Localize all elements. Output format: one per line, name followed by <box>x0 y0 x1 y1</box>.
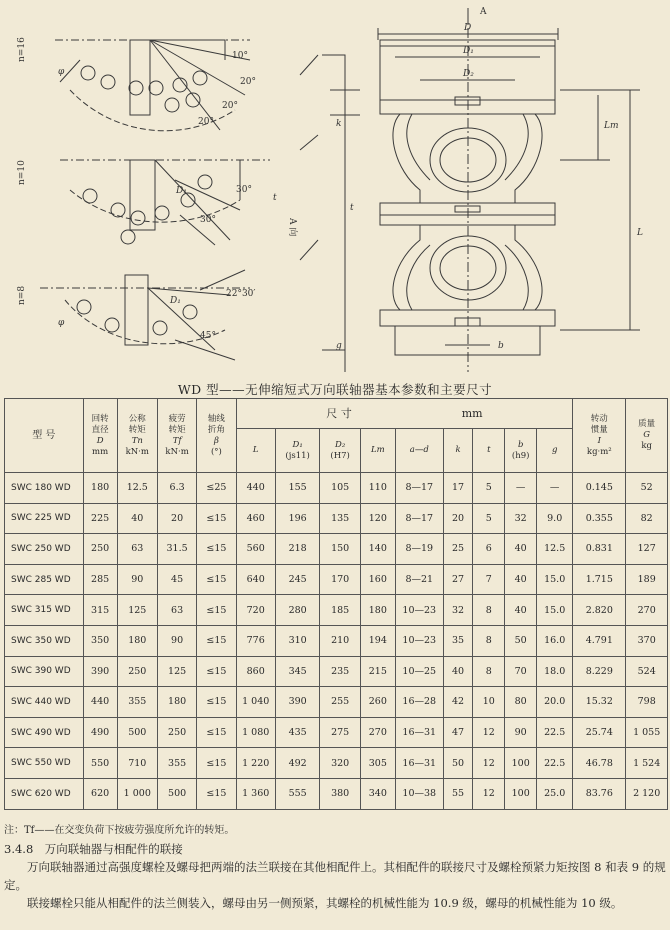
table-cell: 180 <box>117 625 157 656</box>
label-Lm: Lm <box>604 121 619 131</box>
table-cell: 8—17 <box>395 473 443 504</box>
header-k: k <box>443 429 473 473</box>
table-cell: 12 <box>473 778 505 809</box>
table-cell: 20 <box>157 503 196 534</box>
table-cell: 83.76 <box>573 778 626 809</box>
table-cell: 1 360 <box>236 778 275 809</box>
table-cell: 35 <box>443 625 473 656</box>
paragraph-2: 联接螺栓只能从相配件的法兰侧装入，螺母由另一侧预紧，其螺栓的机械性能为 10.9 级，螺母的机械性能为 10 级。 <box>27 896 623 910</box>
table-cell: 345 <box>275 656 320 687</box>
table-cell: 25.0 <box>537 778 573 809</box>
table-cell: 16—31 <box>395 717 443 748</box>
table-cell: 46.78 <box>573 748 626 779</box>
label-angle-45: 45° <box>200 331 216 341</box>
table-cell: 6 <box>473 534 505 565</box>
table-cell: 40 <box>505 595 537 626</box>
table-cell: 5 <box>473 473 505 504</box>
table-cell: 1 080 <box>236 717 275 748</box>
table-cell: ≤25 <box>197 473 236 504</box>
table-cell: 125 <box>117 595 157 626</box>
bolt-pattern-n10 <box>60 160 270 245</box>
bolt-pattern-n16 <box>55 40 250 131</box>
table-cell: 492 <box>275 748 320 779</box>
table-cell: 10—23 <box>395 595 443 626</box>
table-cell: 120 <box>360 503 395 534</box>
table-cell: 260 <box>360 687 395 718</box>
table-cell: 185 <box>320 595 360 626</box>
header-g: g <box>537 429 573 473</box>
label-D1: D₁ <box>463 46 474 56</box>
table-cell: 12.5 <box>537 534 573 565</box>
parameter-table <box>4 398 668 810</box>
table-cell: 52 <box>626 473 668 504</box>
table-cell: 15.0 <box>537 564 573 595</box>
table-cell: 155 <box>275 473 320 504</box>
table-cell: 1.715 <box>573 564 626 595</box>
header-b: b (h9) <box>505 429 537 473</box>
table-row <box>5 595 668 626</box>
table-cell: 135 <box>320 503 360 534</box>
table-cell: 2.820 <box>573 595 626 626</box>
table-cell: 40 <box>443 656 473 687</box>
table-cell-model: SWC 180 WD <box>5 473 84 504</box>
table-cell: 340 <box>360 778 395 809</box>
table-cell: 170 <box>320 564 360 595</box>
table-row <box>5 717 668 748</box>
table-cell: 215 <box>360 656 395 687</box>
table-cell: 180 <box>157 687 196 718</box>
table-cell: ≤15 <box>197 625 236 656</box>
table-cell: 160 <box>360 564 395 595</box>
table-cell: ≤15 <box>197 748 236 779</box>
table-cell: 40 <box>505 534 537 565</box>
table-cell: 555 <box>275 778 320 809</box>
header-D: 回转 直径 D mm <box>83 399 117 473</box>
table-cell: 2 120 <box>626 778 668 809</box>
table-cell-model: SWC 390 WD <box>5 656 84 687</box>
table-title: WD 型——无伸缩短式万向联轴器基本参数和主要尺寸 <box>177 382 493 397</box>
table-cell: 140 <box>360 534 395 565</box>
label-t-right: t <box>350 203 354 213</box>
table-cell: 150 <box>320 534 360 565</box>
table-cell-model: SWC 440 WD <box>5 687 84 718</box>
table-cell: 8—17 <box>395 503 443 534</box>
table-cell: 100 <box>505 748 537 779</box>
label-phi-3: φ <box>58 318 65 328</box>
table-cell: 500 <box>117 717 157 748</box>
table-cell: ≤15 <box>197 687 236 718</box>
table-cell: 500 <box>157 778 196 809</box>
label-g: g <box>336 341 342 351</box>
table-cell: 640 <box>236 564 275 595</box>
table-row <box>5 534 668 565</box>
header-Tn: 公称 转矩 Tn kN·m <box>117 399 157 473</box>
table-cell: 90 <box>157 625 196 656</box>
table-cell-model: SWC 285 WD <box>5 564 84 595</box>
table-cell-model: SWC 490 WD <box>5 717 84 748</box>
label-n8: n=8 <box>17 285 27 305</box>
table-cell: 798 <box>626 687 668 718</box>
table-cell: 8—21 <box>395 564 443 595</box>
table-cell: 355 <box>117 687 157 718</box>
table-cell: 16.0 <box>537 625 573 656</box>
table-cell: 10 <box>473 687 505 718</box>
label-view-A-side: A 向 <box>287 218 297 237</box>
table-cell: 127 <box>626 534 668 565</box>
table-cell: 620 <box>83 778 117 809</box>
table-cell: ≤15 <box>197 656 236 687</box>
table-cell: — <box>505 473 537 504</box>
table-cell: 31.5 <box>157 534 196 565</box>
table-cell: 225 <box>83 503 117 534</box>
table-cell: 390 <box>275 687 320 718</box>
table-cell: 32 <box>505 503 537 534</box>
paragraph-1: 万向联轴器通过高强度螺栓及螺母把两端的法兰联接在其他相配件上。其相配件的联接尺寸及螺栓预紧力矩按图 8 和表 9 的规定。 <box>4 860 666 892</box>
table-cell: 70 <box>505 656 537 687</box>
label-angle-30b: 30° <box>200 215 216 225</box>
label-D2: D₂ <box>463 69 474 79</box>
table-cell: 8 <box>473 625 505 656</box>
table-cell: 305 <box>360 748 395 779</box>
label-angle-30a: 30° <box>236 185 252 195</box>
table-cell: 194 <box>360 625 395 656</box>
table-cell: ≤15 <box>197 564 236 595</box>
table-cell: 270 <box>626 595 668 626</box>
table-cell: 0.831 <box>573 534 626 565</box>
label-view-A-top: A <box>480 7 487 17</box>
table-cell: 20 <box>443 503 473 534</box>
table-row <box>5 656 668 687</box>
table-cell: — <box>537 473 573 504</box>
bolt-pattern-n8 <box>40 270 250 360</box>
table-cell: 110 <box>360 473 395 504</box>
table-cell: 6.3 <box>157 473 196 504</box>
label-angle-20c: 20° <box>198 117 214 127</box>
table-cell: 12 <box>473 748 505 779</box>
table-cell-model: SWC 225 WD <box>5 503 84 534</box>
table-cell: 250 <box>157 717 196 748</box>
label-angle-20b: 20° <box>222 101 238 111</box>
table-cell: 9.0 <box>537 503 573 534</box>
table-cell: 255 <box>320 687 360 718</box>
table-cell: 82 <box>626 503 668 534</box>
table-cell: 45 <box>157 564 196 595</box>
table-cell: 5 <box>473 503 505 534</box>
table-cell: 42 <box>443 687 473 718</box>
table-row <box>5 687 668 718</box>
table-cell: 10—38 <box>395 778 443 809</box>
table-body <box>5 473 668 810</box>
table-cell: 1 000 <box>117 778 157 809</box>
table-cell: 22.5 <box>537 717 573 748</box>
table-cell: 7 <box>473 564 505 595</box>
table-cell: 218 <box>275 534 320 565</box>
table-cell: 235 <box>320 656 360 687</box>
table-cell: 440 <box>83 687 117 718</box>
table-cell: 320 <box>320 748 360 779</box>
table-cell: ≤15 <box>197 717 236 748</box>
table-cell: 280 <box>275 595 320 626</box>
table-cell: 12.5 <box>117 473 157 504</box>
table-cell: 22.5 <box>537 748 573 779</box>
label-n16: n=16 <box>17 37 27 62</box>
table-row <box>5 625 668 656</box>
table-cell-model: SWC 620 WD <box>5 778 84 809</box>
label-angle-22-30: 22°30′ <box>226 289 256 299</box>
table-cell: 50 <box>443 748 473 779</box>
technical-drawing <box>0 0 670 378</box>
table-cell: 350 <box>83 625 117 656</box>
header-beta: 轴线 折角 β (°) <box>197 399 236 473</box>
table-cell: 180 <box>83 473 117 504</box>
table-cell: 4.791 <box>573 625 626 656</box>
table-cell: 435 <box>275 717 320 748</box>
table-row <box>5 503 668 534</box>
header-G: 质量 G kg <box>626 399 668 473</box>
table-cell: 560 <box>236 534 275 565</box>
table-cell-model: SWC 550 WD <box>5 748 84 779</box>
table-cell: 0.145 <box>573 473 626 504</box>
table-cell: 180 <box>360 595 395 626</box>
header-L: L <box>236 429 275 473</box>
table-cell: 18.0 <box>537 656 573 687</box>
label-n10: n=10 <box>17 160 27 185</box>
header-I: 转动 惯量 I kg·m² <box>573 399 626 473</box>
table-cell: 63 <box>117 534 157 565</box>
table-cell: 12 <box>473 717 505 748</box>
table-cell: 1 524 <box>626 748 668 779</box>
table-cell: 860 <box>236 656 275 687</box>
table-cell: 270 <box>360 717 395 748</box>
table-cell-model: SWC 350 WD <box>5 625 84 656</box>
table-cell: 310 <box>275 625 320 656</box>
table-cell: 40 <box>505 564 537 595</box>
table-cell: 90 <box>117 564 157 595</box>
table-cell: 370 <box>626 625 668 656</box>
header-D2: D₂ (H7) <box>320 429 360 473</box>
label-phi-1: φ <box>58 67 65 77</box>
table-cell: 460 <box>236 503 275 534</box>
table-cell: 440 <box>236 473 275 504</box>
table-cell-model: SWC 315 WD <box>5 595 84 626</box>
table-cell: 15.32 <box>573 687 626 718</box>
table-cell-model: SWC 250 WD <box>5 534 84 565</box>
table-cell: 25.74 <box>573 717 626 748</box>
table-row <box>5 564 668 595</box>
table-cell: 1 040 <box>236 687 275 718</box>
table-cell: 32 <box>443 595 473 626</box>
table-cell: 10—25 <box>395 656 443 687</box>
table-cell: 100 <box>505 778 537 809</box>
label-angle-20a: 20° <box>240 77 256 87</box>
table-cell: 125 <box>157 656 196 687</box>
table-cell: 245 <box>275 564 320 595</box>
table-cell: 355 <box>157 748 196 779</box>
label-b: b <box>498 341 504 351</box>
table-cell: 80 <box>505 687 537 718</box>
table-cell: 210 <box>320 625 360 656</box>
table-cell: 380 <box>320 778 360 809</box>
table-cell: 20.0 <box>537 687 573 718</box>
coupling-assembly-drawing <box>300 8 640 372</box>
table-cell: 27 <box>443 564 473 595</box>
table-cell: 25 <box>443 534 473 565</box>
table-cell: 710 <box>117 748 157 779</box>
table-cell: 720 <box>236 595 275 626</box>
table-cell: 490 <box>83 717 117 748</box>
table-cell: ≤15 <box>197 534 236 565</box>
table-cell: 550 <box>83 748 117 779</box>
section-heading: 3.4.8 万向联轴器与相配件的联接 <box>4 842 183 856</box>
header-dims-group: 尺 寸 mm <box>236 399 573 429</box>
table-cell: 8 <box>473 595 505 626</box>
table-cell: 8—19 <box>395 534 443 565</box>
table-cell: 16—31 <box>395 748 443 779</box>
table-row <box>5 748 668 779</box>
table-row <box>5 778 668 809</box>
table-cell: 1 220 <box>236 748 275 779</box>
label-k: k <box>336 119 342 129</box>
table-cell: 524 <box>626 656 668 687</box>
table-row <box>5 473 668 504</box>
label-L: L <box>637 228 643 238</box>
header-Tf: 疲劳 转矩 Tf kN·m <box>157 399 196 473</box>
header-model: 型 号 <box>5 399 84 473</box>
table-cell: 17 <box>443 473 473 504</box>
label-D1-left-2: D₁ <box>170 296 181 306</box>
table-cell: 16—28 <box>395 687 443 718</box>
table-cell: 105 <box>320 473 360 504</box>
table-cell: 10—23 <box>395 625 443 656</box>
table-cell: ≤15 <box>197 595 236 626</box>
table-cell: 189 <box>626 564 668 595</box>
table-cell: 40 <box>117 503 157 534</box>
table-cell: ≤15 <box>197 503 236 534</box>
table-cell: 1 055 <box>626 717 668 748</box>
table-cell: 8.229 <box>573 656 626 687</box>
table-cell: 275 <box>320 717 360 748</box>
table-cell: 315 <box>83 595 117 626</box>
table-cell: 776 <box>236 625 275 656</box>
label-D1-left: D₁ <box>176 186 187 196</box>
table-cell: 250 <box>117 656 157 687</box>
table-cell: 8 <box>473 656 505 687</box>
table-cell: 63 <box>157 595 196 626</box>
table-cell: 50 <box>505 625 537 656</box>
header-Lm: Lm <box>360 429 395 473</box>
table-cell: 47 <box>443 717 473 748</box>
table-cell: 15.0 <box>537 595 573 626</box>
label-angle-10: 10° <box>232 51 248 61</box>
table-cell: 250 <box>83 534 117 565</box>
label-t-left: t <box>273 193 277 203</box>
table-cell: 55 <box>443 778 473 809</box>
header-a-d: a—d <box>395 429 443 473</box>
table-note: 注：Tf——在交变负荷下按疲劳强度所允许的转矩。 <box>4 825 235 836</box>
table-cell: 390 <box>83 656 117 687</box>
table-cell: 0.355 <box>573 503 626 534</box>
table-cell: 285 <box>83 564 117 595</box>
header-t: t <box>473 429 505 473</box>
header-D1: D₁ (js11) <box>275 429 320 473</box>
table-cell: ≤15 <box>197 778 236 809</box>
label-D: D <box>464 23 472 33</box>
table-cell: 196 <box>275 503 320 534</box>
table-cell: 90 <box>505 717 537 748</box>
